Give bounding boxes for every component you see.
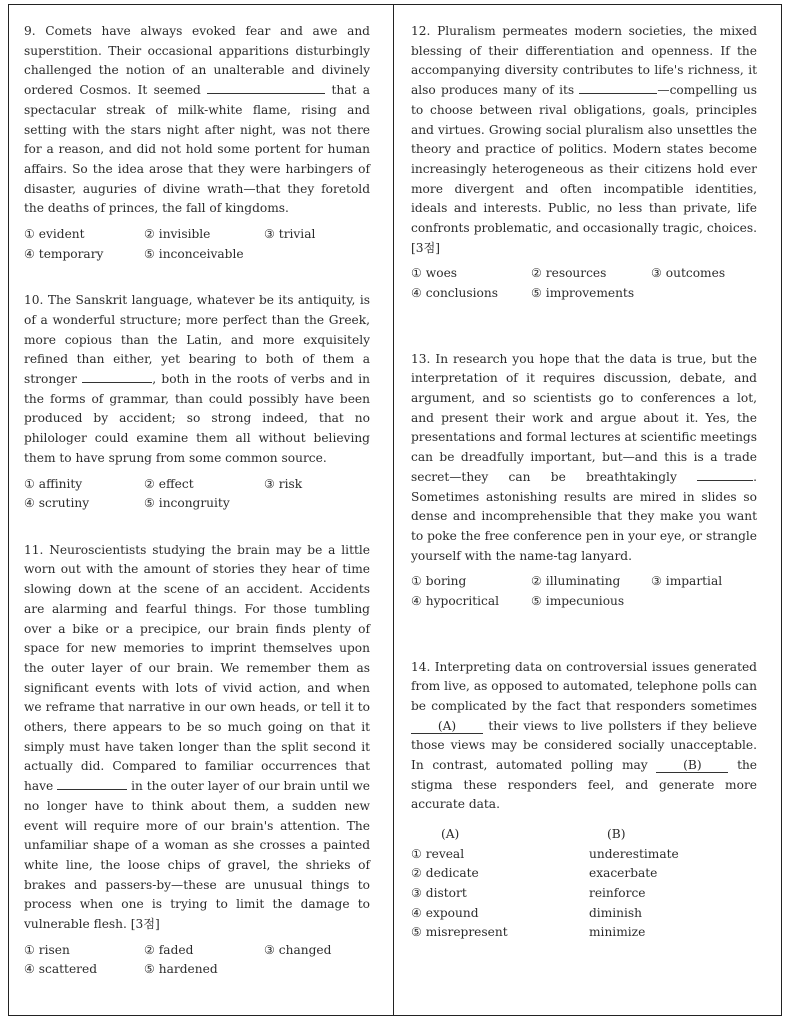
option-1[interactable]: ① woes [411,266,458,281]
option-3[interactable] [411,884,757,904]
right-column [411,22,757,943]
option-a-text: ③ distort [411,885,467,900]
option-2[interactable]: ② effect [144,476,194,491]
option-1[interactable]: ① evident [24,227,85,242]
question-12 [411,22,757,304]
option-3[interactable]: ③ changed [264,942,332,957]
blank [57,777,127,790]
option-4[interactable]: ④ hypocritical [411,593,500,608]
option-3[interactable]: ③ risk [264,476,303,491]
option-5[interactable]: ⑤ improvements [531,286,635,301]
blank [579,81,657,94]
blank [697,468,753,481]
option-5[interactable]: ⑤ inconceivable [144,246,244,261]
option-b-text: diminish [589,905,643,920]
question-13 [411,350,757,612]
question-14-options [411,825,757,943]
option-2[interactable]: ② faded [144,942,194,957]
option-5[interactable]: ⑤ incongruity [144,496,230,511]
question-13-options [411,572,757,611]
question-12-passage: 12. Pluralism permeates modern societies, the mixed blessing of their differentiation and openness. If the accompanying diversity contributes to life's richness, it also produces many of its —compelling us to choose between rival obligations, goals, principles and virtues. Growing social pluralism also unsettles the theory and practice of politics. Modern states become increasingly heterogeneous as their citizens hold ever more divergent and often incompatible identities, ideals and interests. Public, no less than private, life confronts problematic, and occasionally tragic, choices. [3점] [411,24,757,255]
option-1[interactable] [411,845,757,865]
column-divider [393,4,394,1016]
option-b-text: minimize [589,925,646,940]
blank [207,81,325,94]
question-11 [24,541,370,980]
question-13-passage: 13. In research you hope that the data is true, but the interpretation of it requires discussion, debate, and argument, and so scientists go to conferences a lot, and present their work and argue about it. Yes, the presentations and formal lectures at scientific meetings can be dreadfully important, but—and this is a trade secret—they can be breathtakingly . Sometimes astonishing results are mired in slides so dense and incomprehensible that they make you want to poke the free conference pen in your eye, or strangle yourself with the name-tag lanyard. [411,351,757,563]
option-a-text: ④ expound [411,905,479,920]
question-11-options [24,941,370,980]
option-3[interactable]: ③ trivial [264,227,316,242]
option-b-text: reinforce [589,885,646,900]
question-9-options [24,225,370,264]
option-1[interactable]: ① boring [411,574,467,589]
option-1[interactable]: ① affinity [24,476,83,491]
option-3[interactable]: ③ outcomes [651,266,726,281]
option-a-text: ① reveal [411,846,465,861]
question-10-options [24,475,370,514]
option-a-text: ⑤ misrepresent [411,925,508,940]
question-9-passage: 9. Comets have always evoked fear and awe and superstition. Their occasional apparitions disturbingly challenged the notion of an unalterable and divinely ordered Cosmos. It seemed that a spectacular streak of milk-white flame, rising and setting with the stars night after night, was not there for a reason, and did not hold some portent for human affairs. So the idea arose that they were harbingers of disaster, auguries of divine wrath—that they foretold the deaths of princes, the fall of kingdoms. [24,24,371,216]
question-12-options [411,264,757,303]
question-14-passage: 14. Interpreting data on controversial issues generated from live, as opposed to automated, telephone polls can be complicated by the fact that responders sometimes (A) their views to live pollsters if they believe those views may be considered socially unacceptable. In contrast, automated polling may (B) the stigma these responders feel, and generate more accurate data. [411,659,758,812]
option-4[interactable]: ④ conclusions [411,286,498,301]
option-a-text: ② dedicate [411,866,479,881]
question-10-passage: 10. The Sanskrit language, whatever be its antiquity, is of a wonderful structure; more perfect than the Greek, more copious than the Latin, and more exquisitely refined than either, yet bearing to both of them a stronger , both in the roots of verbs and in the forms of grammar, than could possibly have been produced by accident; so strong indeed, that no philologer could examine them all without believing them to have sprung from some common source. [24,293,370,465]
option-5[interactable] [411,923,757,943]
option-5[interactable]: ⑤ hardened [144,962,218,977]
option-4[interactable] [411,904,757,924]
options-header [411,825,757,845]
option-5[interactable]: ⑤ impecunious [531,593,625,608]
option-4[interactable]: ④ temporary [24,246,104,261]
column-a-header: (A) [441,827,460,842]
question-10 [24,291,370,514]
option-2[interactable]: ② illuminating [531,574,621,589]
option-4[interactable]: ④ scrutiny [24,496,90,511]
option-3[interactable]: ③ impartial [651,574,723,589]
question-11-passage: 11. Neuroscientists studying the brain may be a little worn out with the amount of stories they hear of time slowing down at the scene of an accident. Accidents are alarming and fearful things. For those tumbling over a bike or a precipice, our brain finds plenty of space for new memories to imprint themselves upon the outer layer of our brain. We remember them as significant events with lots of vivid action, and when we reframe that narrative in our own heads, or tell it to others, there appears to be so much going on that it simply must have taken longer than the split second it actually did. Compared to familiar occurrences that have in the outer layer of our brain until we no longer have to think about them, a sudden new event will require more of our brain's attention. The unfamiliar shape of a woman as she crosses a painted white line, the loose chips of gravel, the shrieks of brakes and passers-by—these are unusual things to process when one is trying to limit the damage to vulnerable flesh. [3점] [24,542,371,932]
blank [82,370,152,383]
question-14 [411,658,757,943]
column-b-header: (B) [607,827,626,842]
left-column [24,22,370,980]
blank-a: (A) [411,719,483,734]
option-b-text: exacerbate [589,866,658,881]
option-2[interactable]: ② resources [531,266,607,281]
option-4[interactable]: ④ scattered [24,962,97,977]
option-1[interactable]: ① risen [24,942,70,957]
option-2[interactable]: ② invisible [144,227,211,242]
option-b-text: underestimate [589,846,679,861]
question-9 [24,22,370,264]
blank-b: (B) [656,758,728,773]
option-2[interactable] [411,864,757,884]
